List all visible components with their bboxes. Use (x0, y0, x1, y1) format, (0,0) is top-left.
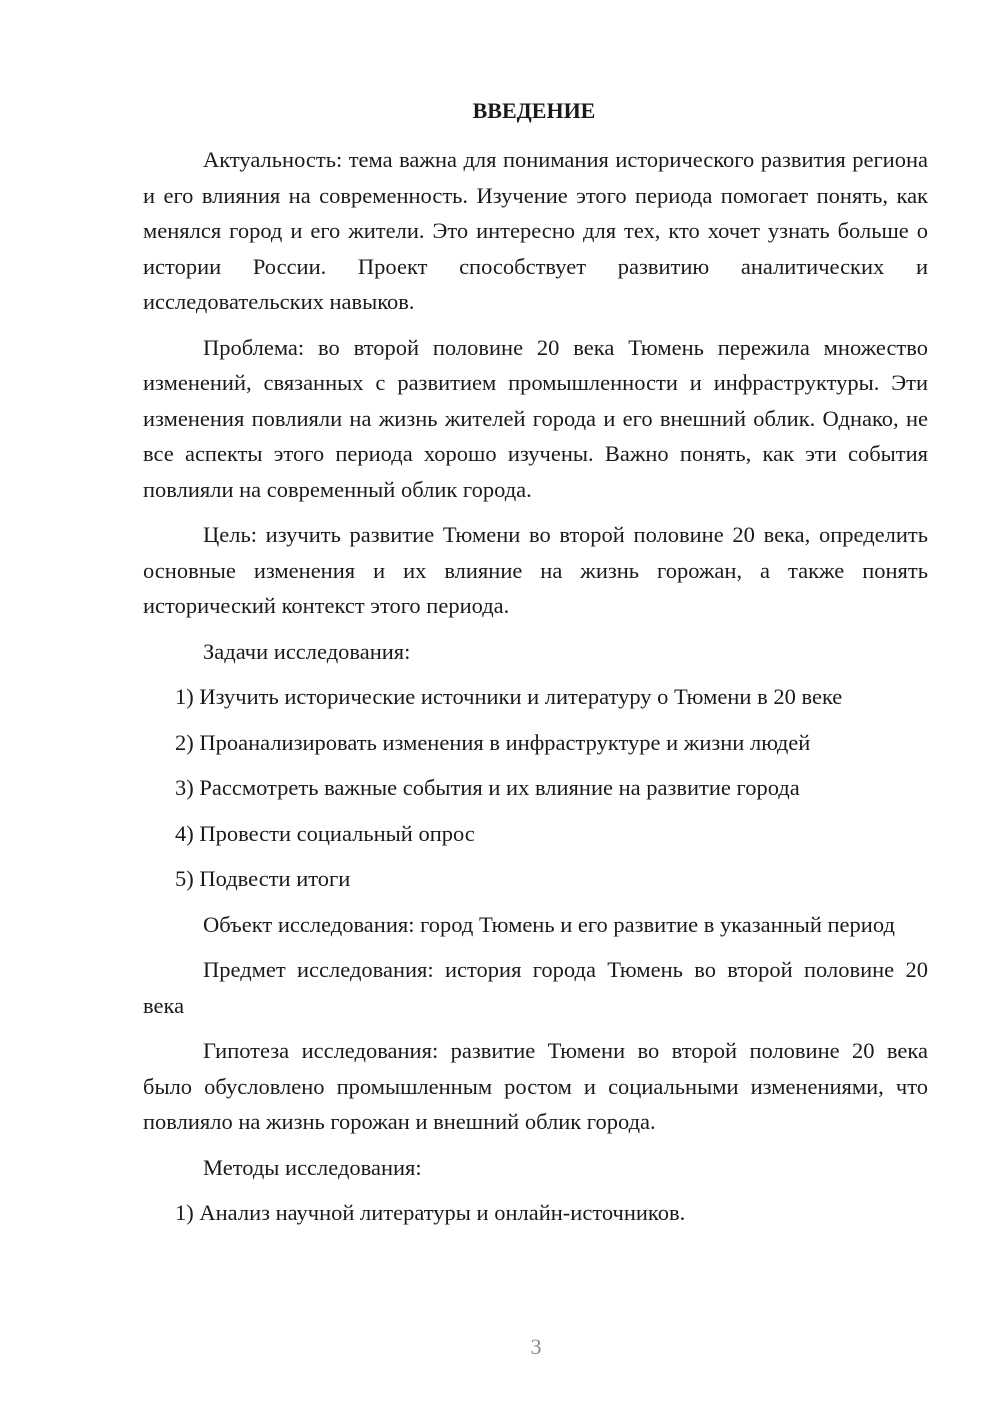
hypothesis-paragraph: Гипотеза исследования: развитие Тюмени во второй половине 20 века было обусловлено промышленным ростом и социальными изменениями, что повлияло на жизнь горожан и внешний облик города. (143, 1038, 928, 1134)
task-item: 1) Изучить исторические источники и литературу о Тюмени в 20 веке (175, 684, 843, 709)
task-item: 4) Провести социальный опрос (175, 820, 475, 846)
task-item: 3) Рассмотреть важные события и их влияние на развитие города (175, 775, 800, 800)
goal-paragraph: Цель: изучить развитие Тюмени во второй половине 20 века, определить основные изменения и их влияние на жизнь горожан, а также понять исторический контекст этого периода. (143, 522, 928, 618)
task-item: 2) Проанализировать изменения в инфраструктуре и жизни людей (175, 729, 811, 755)
object-paragraph: Объект исследования: город Тюмень и его развитие в указанный период (203, 911, 895, 937)
document-body (143, 142, 928, 1231)
document-title: ВВЕДЕНИЕ (472, 98, 596, 123)
tasks-heading: Задачи исследования: (203, 638, 411, 664)
problem-paragraph: Проблема: во второй половине 20 века Тюмень пережила множество изменений, связанных с развитием промышленности и инфраструктуры. Эти изменения повлияли на жизнь жителей города и его внешний облик. Однако, не все аспекты этого периода хорошо изучены. Важно понять, как эти события повлияли на современный облик города. (143, 334, 928, 502)
method-item: 1) Анализ научной литературы и онлайн-источников. (175, 1200, 686, 1225)
subject-paragraph: Предмет исследования: история города Тюмень во второй половине 20 века (143, 957, 928, 1018)
page-number: 3 (530, 1334, 542, 1359)
task-item: 5) Подвести итоги (175, 866, 351, 891)
relevance-paragraph: Актуальность: тема важна для понимания исторического развития региона и его влияния на современность. Изучение этого периода помогает понять, как менялся город и его жители. Это интересно для тех, кто хочет узнать больше о истории России. Проект способствует развитию аналитических и исследовательских навыков. (143, 147, 928, 314)
methods-heading: Методы исследования: (203, 1154, 422, 1180)
